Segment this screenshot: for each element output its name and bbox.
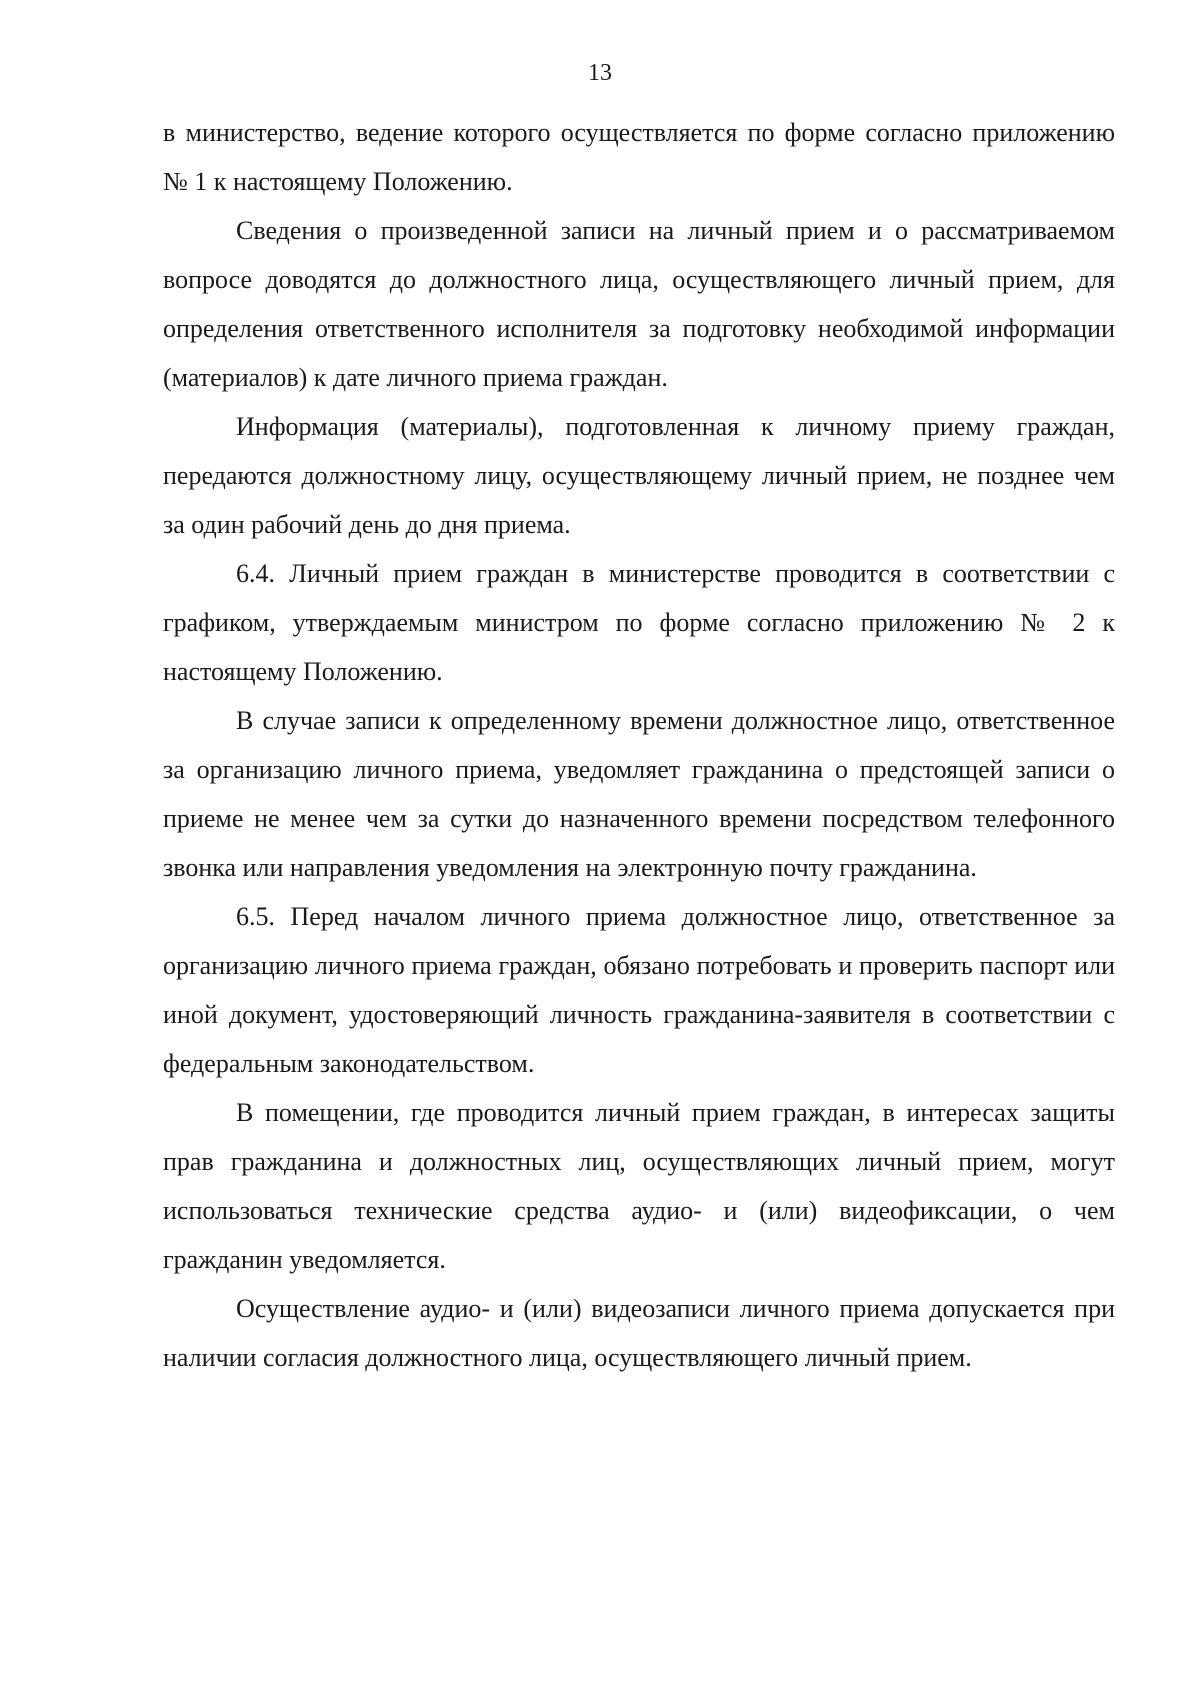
page-number: 13 bbox=[588, 60, 612, 86]
document-body bbox=[163, 108, 1115, 1382]
paragraph-recording-consent: Осуществление аудио- и (или) видеозаписи личного приема допускается при наличии согласия должностного лица, осуществляющего личный прием. bbox=[163, 1294, 1115, 1372]
paragraph-materials: Информация (материалы), подготовленная к личному приему граждан, передаются должностному лицу, осуществляющему личный прием, не позднее чем за один рабочий день до дня приема. bbox=[163, 412, 1115, 539]
paragraph-6-4: 6.4. Личный прием граждан в министерстве проводится в соответствии с графиком, утверждаемым министром по форме согласно приложению № 2 к настоящему Положению. bbox=[163, 559, 1115, 686]
paragraph-recording-means: В помещении, где проводится личный прием граждан, в интересах защиты прав гражданина и должностных лиц, осуществляющих личный прием, могут использоваться технические средства аудио- и (или) видеофиксации, о чем гражданин уведомляется. bbox=[163, 1098, 1115, 1274]
paragraph-6-5: 6.5. Перед началом личного приема должностное лицо, ответственное за организацию личного приема граждан, обязано потребовать и проверить паспорт или иной документ, удостоверяющий личность гражданина-заявителя в соответствии с федеральным законодательством. bbox=[163, 902, 1115, 1078]
paragraph-continuation: в министерство, ведение которого осуществляется по форме согласно приложению № 1 к настоящему Положению. bbox=[163, 118, 1115, 196]
paragraph-notification: В случае записи к определенному времени должностное лицо, ответственное за организацию личного приема, уведомляет гражданина о предстоящей записи о приеме не менее чем за сутки до назначенного времени посредством телефонного звонка или направления уведомления на электронную почту гражданина. bbox=[163, 706, 1115, 882]
paragraph-record-info: Сведения о произведенной записи на личный прием и о рассматриваемом вопросе доводятся до должностного лица, осуществляющего личный прием, для определения ответственного исполнителя за подготовку необходимой информации (материалов) к дате личного приема граждан. bbox=[163, 216, 1115, 392]
